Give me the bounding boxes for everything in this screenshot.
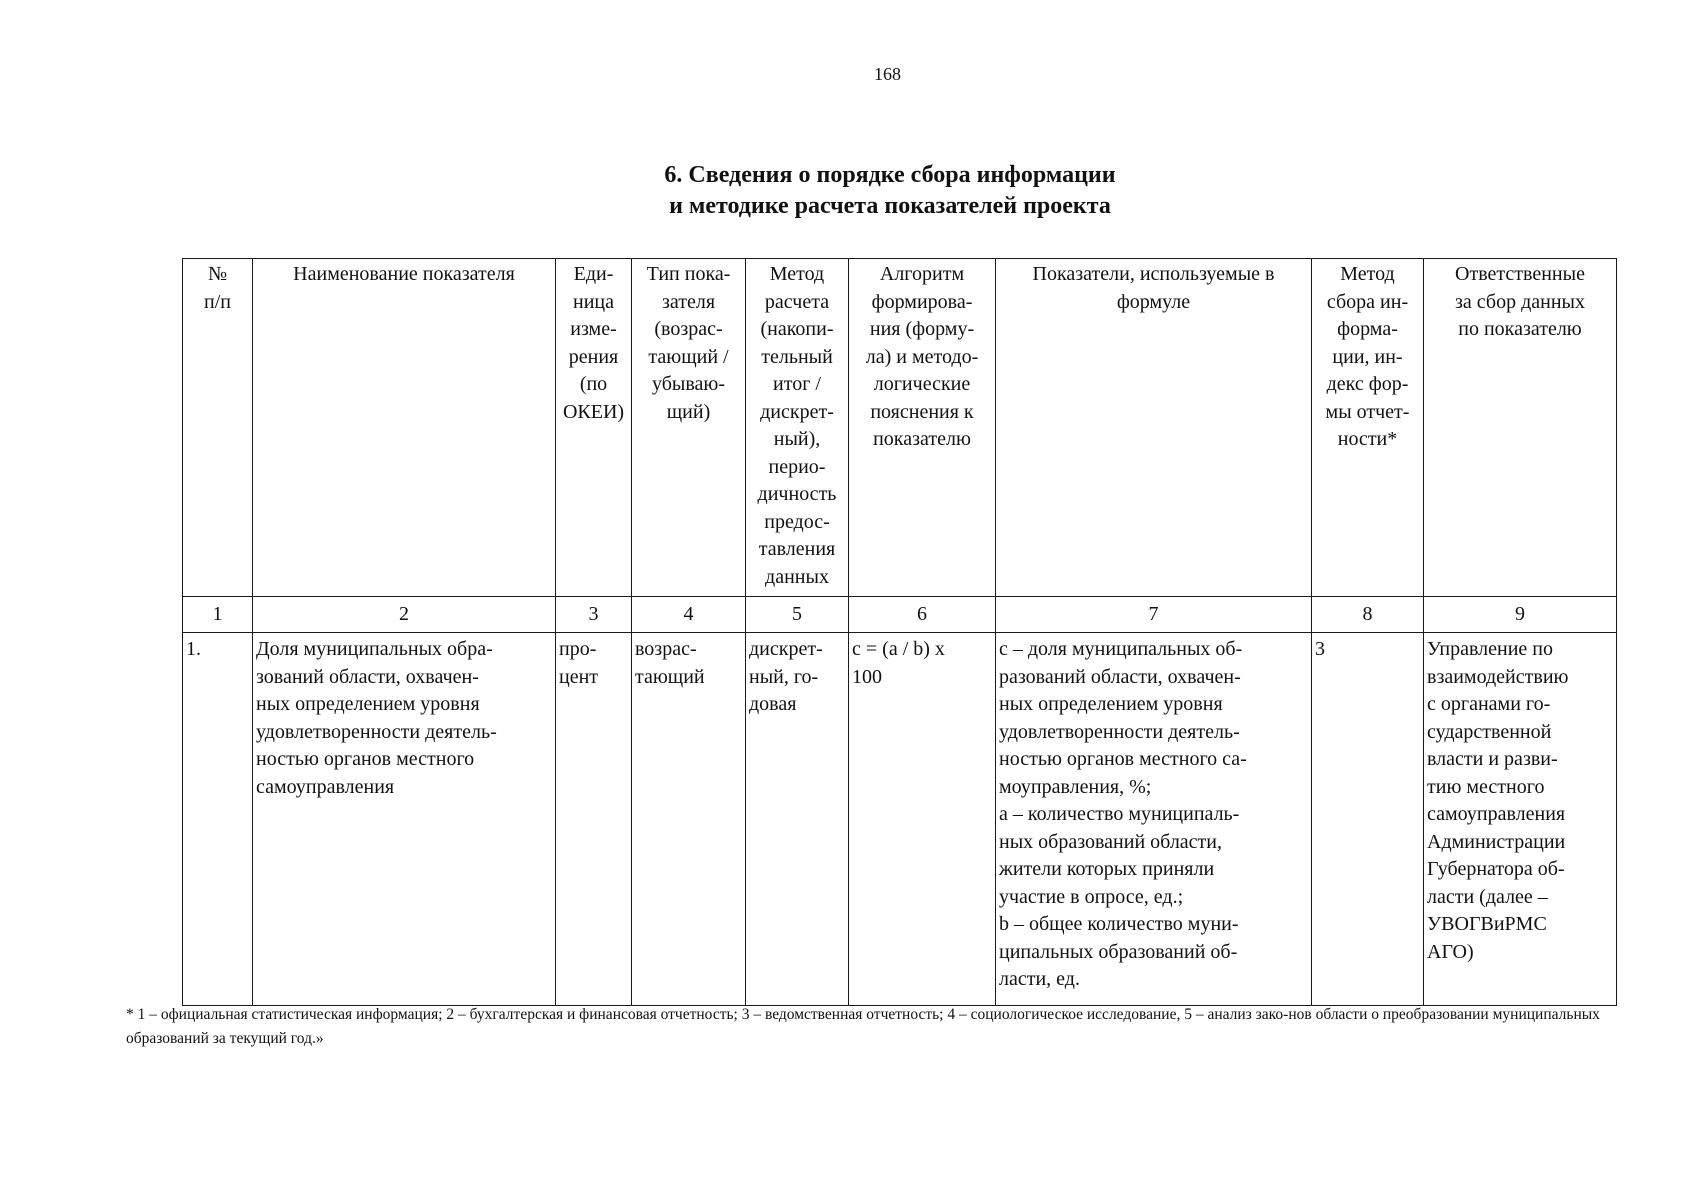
header-cell-formula-indicators: Показатели, используемые в формуле xyxy=(996,259,1312,597)
column-number-cell: 6 xyxy=(849,597,996,633)
header-cell-indicator-name: Наименование показателя xyxy=(253,259,556,597)
column-number-cell: 1 xyxy=(183,597,253,633)
column-number-cell: 8 xyxy=(1312,597,1424,633)
algorithm-cell: c = (a / b) x 100 xyxy=(849,633,996,1006)
column-number-row xyxy=(183,597,1617,633)
section-title-line-2: и методике расчета показателей проекта xyxy=(669,193,1111,219)
column-number-cell: 9 xyxy=(1424,597,1617,633)
collection-method-cell: 3 xyxy=(1312,633,1424,1006)
column-number-cell: 5 xyxy=(746,597,849,633)
page-number: 168 xyxy=(874,64,901,84)
unit-cell: про- цент xyxy=(556,633,632,1006)
calc-method-cell: дискрет- ный, го- довая xyxy=(746,633,849,1006)
header-cell-indicator-type: Тип пока- зателя (возрас- тающий / убываю- щий) xyxy=(632,259,746,597)
section-title-line-1: 6. Сведения о порядке сбора информации xyxy=(664,162,1116,188)
section-title xyxy=(400,160,1380,222)
column-number-cell: 7 xyxy=(996,597,1312,633)
column-number-cell: 4 xyxy=(632,597,746,633)
indicator-type-cell: возрас- тающий xyxy=(632,633,746,1006)
responsible-cell: Управление по взаимодействию с органами го- сударственной власти и разви- тию местного самоуправления Администрации Губернатора об- ласти (далее – УВОГВиРМС АГО) xyxy=(1424,633,1617,1006)
header-cell-algorithm: Алгоритм формирова- ния (форму- ла) и методо- логические пояснения к показателю xyxy=(849,259,996,597)
footnote: * 1 – официальная статистическая информация; 2 – бухгалтерская и финансовая отчетность; 3 – ведомственная отчетность; 4 – социологическое исследование, 5 – анализ зако-нов области о преобразовании муниципальных образований за текущий год.» xyxy=(126,1006,1600,1047)
header-cell-unit: Еди- ница изме- рения (по ОКЕИ) xyxy=(556,259,632,597)
indicator-name-cell: Доля муниципальных обра- зований области, охвачен- ных определением уровня удовлетворенности деятель- ностью органов местного самоуправления xyxy=(253,633,556,1006)
header-cell-collection-method: Метод сбора ин- форма- ции, ин- декс фор- мы отчет- ности* xyxy=(1312,259,1424,597)
column-number-cell: 3 xyxy=(556,597,632,633)
header-cell-calc-method: Метод расчета (накопи- тельный итог / дискрет- ный), перио- дичность предос- тавления данных xyxy=(746,259,849,597)
header-cell-responsible: Ответственные за сбор данных по показателю xyxy=(1424,259,1617,597)
header-cell-number: № п/п xyxy=(183,259,253,597)
header-row xyxy=(183,259,1617,597)
indicators-table xyxy=(182,258,1617,1006)
column-number-cell: 2 xyxy=(253,597,556,633)
row-number-cell: 1. xyxy=(183,633,253,1006)
formula-indicators-cell: c – доля муниципальных об- разований области, охвачен- ных определением уровня удовлетворенности деятель- ностью органов местного са- моуправления, %; a – количество муниципаль- ных образований области, жители которых приняли участие в опросе, ед.; b – общее количество муни- ципальных образований об- ласти, ед. xyxy=(996,633,1312,1006)
table-row xyxy=(183,633,1617,1006)
